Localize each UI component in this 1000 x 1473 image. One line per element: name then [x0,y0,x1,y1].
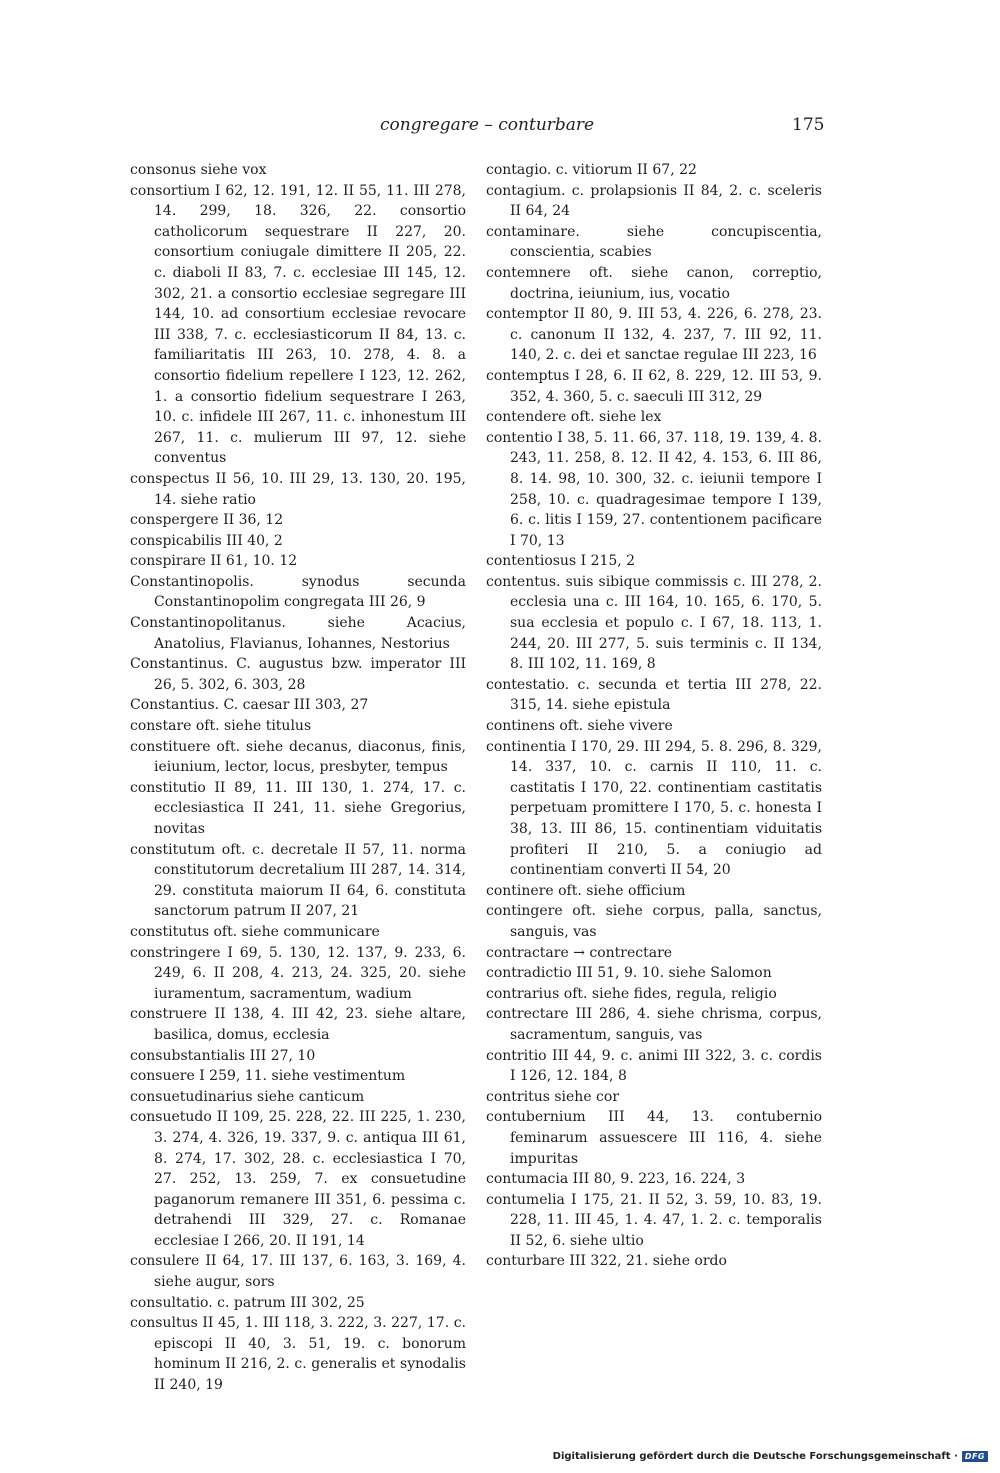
index-column-right [486,160,822,1272]
index-entry: constituere oft. siehe decanus, diaconus, finis, ieiunium, lector, locus, presbyter, tempus [130,738,466,776]
index-entry: Constantinus. C. augustus bzw. imperator III 26, 5. 302, 6. 303, 28 [130,656,466,693]
index-entry: contractare → contrectare [486,944,673,961]
index-entry: continere oft. siehe officium [486,882,686,899]
index-entry: constitutus oft. siehe communicare [130,923,380,940]
index-entry: constitutio II 89, 11. III 130, 1. 274, 17. c. ecclesiastica II 241, 11. siehe Gregorius, novitas [130,779,466,837]
index-entry: contendere oft. siehe lex [486,409,662,426]
index-entry: contentus. suis sibique commissis c. III 278, 2. ecclesia una c. III 164, 10. 165, 6. 170, 5. sua ecclesia et populo c. I 67, 18. 113, 1. 244, 20. III 277, 5. suis terminis c. II 134, 8. III 102, 11. 169, 8 [486,573,822,673]
index-entry: consuetudo II 109, 25. 228, 22. III 225, 1. 230, 3. 274, 4. 326, 19. 337, 9. c. antiqua III 61, 8. 274, 17. 302, 28. c. ecclesiastica I 70, 27. 252, 13. 259, 7. ex consuetudine paganorum remanere III 351, 6. pessima c. detrahendi III 329, 27. c. Romanae ecclesiae I 266, 20. II 191, 14 [130,1109,466,1249]
index-entry: conspicabilis III 40, 2 [130,532,283,549]
index-entry: consultatio. c. patrum III 302, 25 [130,1294,365,1311]
index-entry: contagium. c. prolapsionis II 84, 2. c. sceleris II 64, 24 [486,182,822,220]
index-entry: contrarius oft. siehe fides, regula, religio [486,985,777,1002]
index-entry: contrectare III 286, 4. siehe chrisma, corpus, sacramentum, sanguis, vas [486,1006,822,1043]
index-entry: conspirare II 61, 10. 12 [130,553,298,570]
index-entry: contumelia I 175, 21. II 52, 3. 59, 10. 83, 19. 228, 11. III 45, 1. 4. 47, 1. 2. c. temporalis II 52, 6. siehe ultio [486,1191,822,1249]
index-entry: continentia I 170, 29. III 294, 5. 8. 296, 8. 329, 14. 337, 10. c. carnis II 110, 11. c. castitatis I 170, 22. continentiam castitatis perpetuam promittere I 170, 5. c. honesta I 38, 13. III 86, 15. continentiam viduitatis profiteri II 210, 5. a coniugio ad continentiam converti II 54, 20 [486,738,822,879]
index-entry: contaminare. siehe concupiscentia, conscientia, scabies [486,223,822,261]
index-entry: contritus siehe cor [486,1088,620,1105]
index-entry: contumacia III 80, 9. 223, 16. 224, 3 [486,1171,746,1188]
index-entry: consubstantialis III 27, 10 [130,1047,316,1064]
index-entry: consuere I 259, 11. siehe vestimentum [130,1068,406,1085]
index-entry: constringere I 69, 5. 130, 12. 137, 9. 233, 6. 249, 6. II 208, 4. 213, 24. 325, 20. siehe iuramentum, sacramentum, wadium [130,944,466,1002]
dfg-logo: DFG [962,1451,988,1462]
index-entry: conspergere II 36, 12 [130,512,284,529]
index-entry: contentiosus I 215, 2 [486,553,636,570]
index-entry: contritio III 44, 9. c. animi III 322, 3. c. cordis I 126, 12. 184, 8 [486,1047,822,1085]
index-entry: conturbare III 322, 21. siehe ordo [486,1253,727,1270]
index-entry: contradictio III 51, 9. 10. siehe Salomon [486,965,772,982]
index-entry: consortium I 62, 12. 191, 12. II 55, 11. III 278, 14. 299, 18. 326, 22. consortio catholicorum sequestrare II 227, 20. consortium coniugale dimittere II 205, 22. c. diaboli II 83, 7. c. ecclesiae III 145, 12. 302, 21. a consortio ecclesiae segregare III 144, 10. ad consortium ecclesiae revocare III 338, 7. c. ecclesiasticorum II 84, 13. c. familiaritatis III 263, 10. 278, 4. 8. a consortio fidelium repellere I 123, 12. 262, 1. a consortio fidelium sequestrare I 263, 10. c. infidele III 267, 11. c. inhonestum III 267, 11. c. mulierum III 97, 12. siehe conventus [130,182,466,467]
index-column-left [130,160,466,1396]
index-entry: consuetudinarius siehe canticum [130,1088,365,1105]
running-header-title: congregare – conturbare [380,115,595,135]
footer-text: Digitalisierung gefördert durch die Deutsche Forschungsgemeinschaft · [552,1451,958,1462]
index-entry: contemptus I 28, 6. II 62, 8. 229, 12. III 53, 9. 352, 4. 360, 5. c. saeculi III 312, 29 [486,367,822,405]
index-entry: construere II 138, 4. III 42, 23. siehe altare, basilica, domus, ecclesia [130,1006,466,1043]
index-entry: Constantinopolis. synodus secunda Constantinopolim congregata III 26, 9 [130,573,466,611]
index-entry: contingere oft. siehe corpus, palla, sanctus, sanguis, vas [486,903,822,940]
index-entry: contubernium III 44, 13. contubernio feminarum assuescere III 116, 4. siehe impuritas [486,1109,822,1167]
digitization-footer [553,1451,988,1462]
index-entry: constare oft. siehe titulus [130,718,312,735]
index-entry: contemptor II 80, 9. III 53, 4. 226, 6. 278, 23. c. canonum II 132, 4. 237, 7. III 92, 11. 140, 2. c. dei et sanctae regulae III 223, 16 [486,306,822,364]
page-number: 175 [792,115,825,135]
index-entry: consulere II 64, 17. III 137, 6. 163, 3. 169, 4. siehe augur, sors [130,1253,466,1291]
index-entry: contagio. c. vitiorum II 67, 22 [486,162,697,178]
index-entry: continens oft. siehe vivere [486,718,673,735]
index-entry: Constantius. C. caesar III 303, 27 [130,697,369,714]
index-entry: consultus II 45, 1. III 118, 3. 222, 3. 227, 17. c. episcopi II 40, 3. 51, 19. c. bonorum hominum II 216, 2. c. generalis et synodalis II 240, 19 [130,1315,466,1394]
index-entry: contemnere oft. siehe canon, correptio, doctrina, ieiunium, ius, vocatio [486,264,822,302]
index-entry: consonus siehe vox [130,162,267,178]
index-entry: conspectus II 56, 10. III 29, 13. 130, 20. 195, 14. siehe ratio [130,470,466,508]
index-entry: constitutum oft. c. decretale II 57, 11. norma constitutorum decretalium III 287, 14. 314, 29. constituta maiorum II 64, 6. constituta sanctorum patrum II 207, 21 [130,841,466,920]
index-entry: contestatio. c. secunda et tertia III 278, 22. 315, 14. siehe epistula [486,676,822,714]
index-entry: contentio I 38, 5. 11. 66, 37. 118, 19. 139, 4. 8. 243, 11. 258, 8. 12. II 42, 4. 153, 6. III 86, 8. 14. 98, 10. 300, 32. c. ieiunii tempore I 258, 10. c. quadragesimae tempore I 139, 6. c. litis I 159, 27. contentionem pacificare I 70, 13 [486,429,822,549]
index-entry: Constantinopolitanus. siehe Acacius, Anatolius, Flavianus, Iohannes, Nestorius [130,615,466,652]
